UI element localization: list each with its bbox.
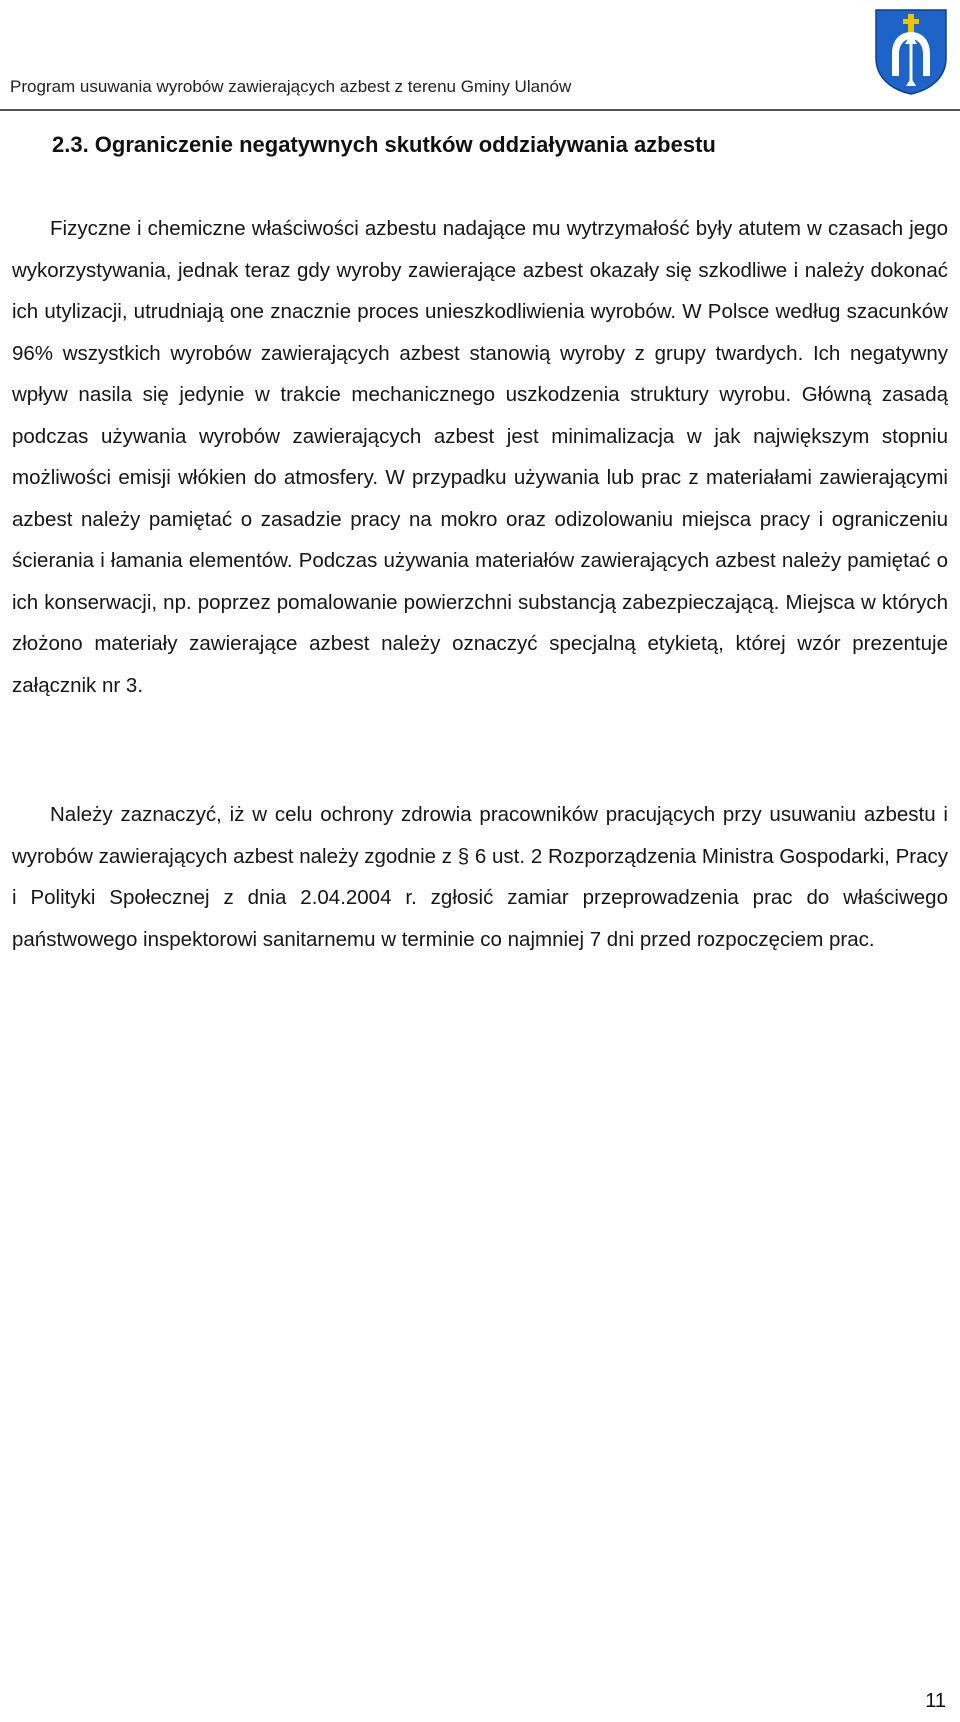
coat-of-arms-icon [872,6,950,96]
body-paragraph-1: Fizyczne i chemiczne właściwości azbestu nadające mu wytrzymałość były atutem w czasach jego wykorzystywania, jednak teraz gdy wyroby zawierające azbest okazały się szkodliwe i należy dokonać ich utylizacji, utrudniają one znacznie proces unieszkodliwienia wyrobów. W Polsce według szacunków 96% wszystkich wyrobów zawierających azbest stanowią wyroby z grupy twardych. Ich negatywny wpływ nasila się jedynie w trakcie mechanicznego uszkodzenia struktury wyrobu. Główną zasadą podczas używania wyrobów zawierających azbest jest minimalizacja w jak największym stopniu możliwości emisji włókien do atmosfery. W przypadku używania lub prac z materiałami zawierającymi azbest należy pamiętać o zasadzie pracy na mokro oraz odizolowaniu miejsca pracy i ograniczeniu ścierania i łamania elementów. Podczas używania materiałów zawierających azbest należy pamiętać o ich konserwacji, np. poprzez pomalowanie powierzchni substancją zabezpieczającą. Miejsca w których złożono materiały zawierające azbest należy oznaczyć specjalną etykietą, której wzór prezentuje załącznik nr 3. [12,217,948,697]
page-header [0,0,960,112]
body-paragraph-2: Należy zaznaczyć, iż w celu ochrony zdrowia pracowników pracujących przy usuwaniu azbestu i wyrobów zawierających azbest należy zgodnie z § 6 ust. 2 Rozporządzenia Ministra Gospodarki, Pracy i Polityki Społecznej z dnia 2.04.2004 r. zgłosić zamiar przeprowadzenia prac do właściwego państwowego inspektorowi sanitarnemu w terminie co najmniej 7 dni przed rozpoczęciem prac. [12,803,948,951]
header-divider [0,109,960,111]
page-number: 11 [925,1690,946,1712]
section-heading: 2.3. Ograniczenie negatywnych skutków oddziaływania azbestu [52,132,716,157]
document-title: Program usuwania wyrobów zawierających azbest z terenu Gminy Ulanów [10,77,572,96]
